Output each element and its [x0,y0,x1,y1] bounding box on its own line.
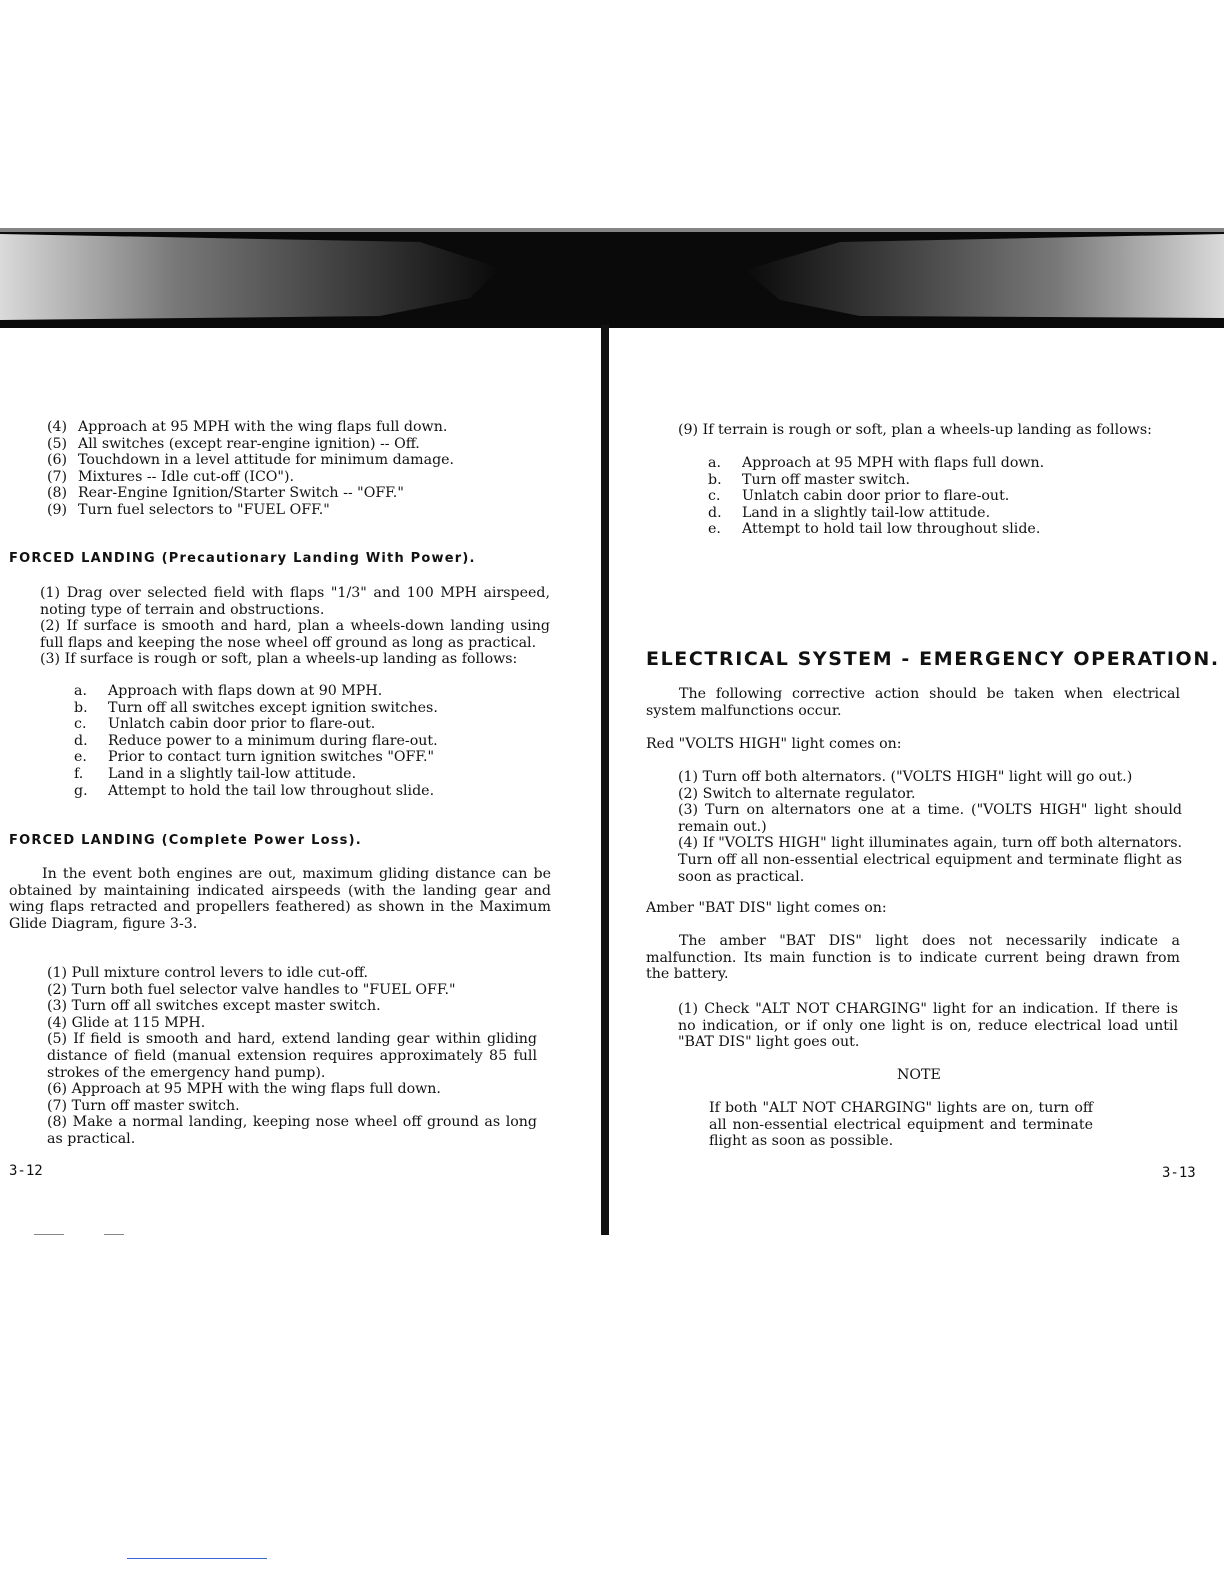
list-item: (8) Make a normal landing, keeping nose wheel off ground as long as practical. [47,1114,537,1147]
list-item: (1) Pull mixture control levers to idle cut-off. [47,965,369,981]
paragraph: In the event both engines are out, maximum gliding distance can be obtained by maintaining indicated airspeeds (with the landing gear and wing flaps retracted and propellers feathered) as shown in the Maximum Glide Diagram, figure 3-3. [9,866,551,932]
scan-mark [104,1234,124,1235]
sub-list [74,683,554,799]
list-item: (4) If "VOLTS HIGH" light illuminates again, turn off both alternators. Turn off all non-essential electrical equipment and terminate flight as soon as practical. [678,835,1182,885]
paragraph: The amber "BAT DIS" light does not necessarily indicate a malfunction. Its main function is to indicate current being drawn from the battery. [646,933,1180,983]
list-item: (7) Mixtures -- Idle cut-off (ICO"). [47,468,295,485]
bottom-underline [127,1558,267,1559]
list-item: e. Attempt to hold tail low throughout slide. [708,521,1041,538]
list-item: (7) Turn off master switch. [47,1097,240,1114]
page-spine [601,325,609,1235]
power-loss-list [47,965,537,1148]
paragraph: (1) Drag over selected field with flaps "1/3" and 100 MPH airspeed, noting type of terrain and obstructions. [40,585,550,618]
top-list [47,419,567,519]
page-number-left: 3-12 [9,1163,43,1179]
list-item: b. Turn off master switch. [708,471,910,488]
section-title-precautionary: FORCED LANDING (Precautionary Landing With Power). [9,551,476,566]
list-item: d. Reduce power to a minimum during flare-out. [74,732,438,749]
page-number-right: 3-13 [1162,1165,1196,1181]
paragraph: (9) If terrain is rough or soft, plan a wheels-up landing as follows: [678,422,1152,438]
list-item: c. Unlatch cabin door prior to flare-out. [74,716,376,733]
header-band [0,228,1224,328]
paragraph: (3) If surface is rough or soft, plan a wheels-up landing as follows: [40,651,518,667]
list-item: (5) If field is smooth and hard, extend landing gear within gliding distance of field (manual extension requires approximately 85 full strokes of the emergency hand pump). [47,1031,537,1081]
note-text: If both "ALT NOT CHARGING" lights are on, turn off all non-essential electrical equipment and terminate flight as soon as possible. [709,1100,1093,1150]
paragraph: (1) Check "ALT NOT CHARGING" light for an indication. If there is no indication, or if only one light is on, reduce electrical load until "BAT DIS" light goes out. [678,1001,1178,1051]
note-title: NOTE [897,1067,941,1083]
section-title-power-loss: FORCED LANDING (Complete Power Loss). [9,833,362,848]
list-item: (6) Approach at 95 MPH with the wing flaps full down. [47,1081,441,1098]
volts-high-list [678,769,1182,885]
list-item: c. Unlatch cabin door prior to flare-out. [708,488,1010,505]
list-item: (8) Rear-Engine Ignition/Starter Switch -- "OFF." [47,485,404,502]
list-item: a. Approach at 95 MPH with flaps full down. [708,455,1045,471]
section-title-electrical: ELECTRICAL SYSTEM - EMERGENCY OPERATION. [646,648,1220,670]
list-item: (4) Glide at 115 MPH. [47,1014,206,1031]
list-item: (2) Switch to alternate regulator. [678,785,916,802]
scan-mark [34,1234,64,1235]
list-item: (2) Turn both fuel selector valve handles to "FUEL OFF." [47,981,456,998]
paragraph: Amber "BAT DIS" light comes on: [646,900,887,916]
paragraph: The following corrective action should be taken when electrical system malfunctions occur. [646,686,1180,719]
list-item: d. Land in a slightly tail-low attitude. [708,504,991,521]
list-item: (6) Touchdown in a level attitude for minimum damage. [47,452,455,469]
paragraph: (2) If surface is smooth and hard, plan a wheels-down landing using full flaps and keeping the nose wheel off ground as long as practical. [40,618,550,651]
list-item: a. Approach with flaps down at 90 MPH. [74,683,383,699]
list-item: (1) Turn off both alternators. ("VOLTS HIGH" light will go out.) [678,769,1133,785]
list-item: b. Turn off all switches except ignition switches. [74,699,438,716]
sub-list [708,455,1168,538]
paragraph: Red "VOLTS HIGH" light comes on: [646,736,902,752]
list-item: (3) Turn off all switches except master switch. [47,998,381,1015]
list-item: f. Land in a slightly tail-low attitude. [74,765,357,782]
list-item: (5) All switches (except rear-engine ignition) -- Off. [47,435,420,452]
list-item: e. Prior to contact turn ignition switches "OFF." [74,749,434,766]
list-item: (3) Turn on alternators one at a time. ("VOLTS HIGH" light should remain out.) [678,802,1182,835]
list-item: (4) Approach at 95 MPH with the wing flaps full down. [47,419,448,435]
list-item: (9) Turn fuel selectors to "FUEL OFF." [47,501,330,518]
list-item: g. Attempt to hold the tail low throughout slide. [74,782,435,799]
